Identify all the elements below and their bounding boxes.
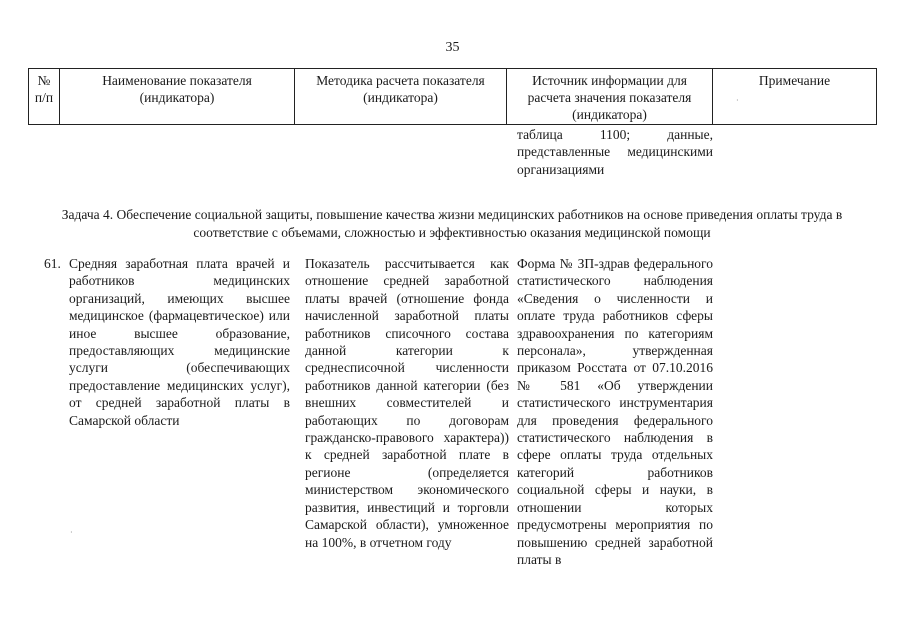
table-header — [28, 68, 877, 125]
header-col-name: Наименование показателя (индикатора) — [60, 69, 295, 125]
indicator-name-cell: Средняя заработная плата врачей и работников медицинских организаций, имеющих высшее медицинское (фармацевтическое) или иное высшее образование, предоставляющих медицинские услуги (обеспечивающих предоставление медицинских услуг), от средней заработной платы в Самарской области — [69, 256, 290, 428]
header-col-method: Методика расчета показателя (индикатора) — [295, 69, 507, 125]
information-source-cell: Форма № ЗП-здрав федерального статистического наблюдения «Сведения о численности и оплате труда работников сферы здравоохранения по категориям персонала», утвержденная приказом Росстата от 07.10.2016 № 581 «Об утверждении статистического инструментария для проведения федерального статистического наблюдения в сфере оплаты труда отдельных категорий работников социальной сферы и науки, в отношении которых предусмотрены мероприятия по повышению средней заработной платы в — [517, 256, 713, 567]
calculation-method-cell: Показатель рассчитывается как отношение средней заработной платы врачей (отношение фонда начисленной заработной платы работников списочного состава данной категории к среднесписочной численности работников данной категории (без внешних совместителей и работающих по договорам гражданско-правового характера)) к средней заработной плате в регионе (определяется министерством экономического развития, инвестиций и торговли Самарской области), умноженное на 100%, в отчетном году — [305, 256, 509, 550]
scan-speck: · — [736, 96, 739, 105]
header-col-note: Примечание — [713, 69, 877, 125]
page-number: 35 — [445, 40, 460, 55]
row-number: 61. — [44, 256, 61, 271]
header-col-source: Источник информации для расчета значения показателя (индикатора) — [507, 69, 713, 125]
header-col-number: № п/п — [29, 69, 60, 125]
task-heading: Задача 4. Обеспечение социальной защиты, повышение качества жизни медицинских работников на основе приведения оплаты труда в соответствие с объемами, сложностью и эффективностью оказания медицинской помощи — [61, 207, 843, 240]
continuation-source-text: таблица 1100; данные, представленные медицинскими организациями — [517, 127, 713, 177]
scan-speck: · — [70, 528, 73, 537]
